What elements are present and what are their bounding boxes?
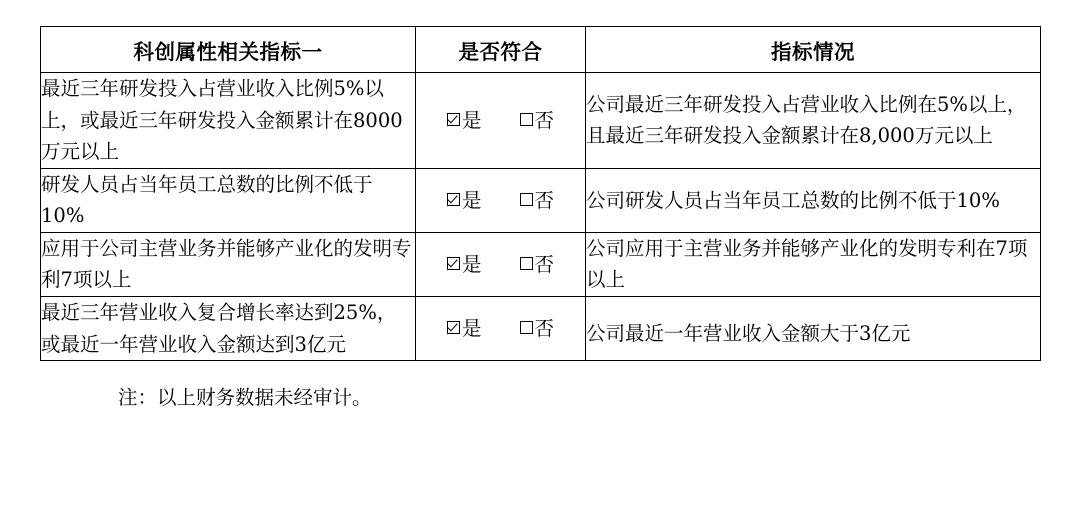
checkbox-yes[interactable]	[447, 186, 482, 215]
checkbox-yes-label: 是	[461, 188, 482, 212]
checkbox-no[interactable]	[520, 314, 555, 343]
checkbox-checked-icon[interactable]	[447, 113, 460, 126]
checkbox-checked-icon[interactable]	[447, 257, 460, 270]
checkbox-yes-label: 是	[461, 108, 482, 132]
checkbox-empty-icon[interactable]	[520, 257, 533, 270]
indicator-cell: 研发人员占当年员工总数的比例不低于10%	[41, 168, 416, 232]
table-row	[41, 297, 1041, 361]
checkbox-group	[447, 314, 554, 343]
situation-cell: 公司最近一年营业收入金额大于3亿元	[586, 297, 1041, 361]
compliance-cell	[416, 297, 586, 361]
indicator-table	[40, 26, 1041, 361]
checkbox-no[interactable]	[520, 106, 555, 135]
checkbox-no-label: 否	[534, 252, 555, 276]
checkbox-yes-label: 是	[461, 252, 482, 276]
compliance-cell	[416, 73, 586, 169]
footnote: 注：以上财务数据未经审计。	[118, 386, 372, 410]
indicator-cell: 最近三年营业收入复合增长率达到25%，或最近一年营业收入金额达到3亿元	[41, 297, 416, 361]
checkbox-no-label: 否	[534, 317, 555, 340]
column-header-situation: 指标情况	[586, 27, 1041, 73]
checkbox-group	[447, 186, 554, 215]
checkbox-checked-icon[interactable]	[447, 321, 460, 334]
checkbox-no-label: 否	[534, 188, 555, 212]
checkbox-group	[447, 250, 554, 279]
table-row	[41, 232, 1041, 296]
checkbox-empty-icon[interactable]	[520, 321, 533, 334]
checkbox-empty-icon[interactable]	[520, 193, 533, 206]
checkbox-group	[447, 106, 554, 135]
table-body	[41, 73, 1041, 361]
situation-cell: 公司最近三年研发投入占营业收入比例在5%以上，且最近三年研发投入金额累计在8,000万元以上	[586, 73, 1041, 169]
checkbox-empty-icon[interactable]	[520, 113, 533, 126]
indicator-cell: 最近三年研发投入占营业收入比例5%以上，或最近三年研发投入金额累计在8000万元以上	[41, 73, 416, 169]
checkbox-no[interactable]	[520, 186, 555, 215]
checkbox-yes[interactable]	[447, 314, 482, 343]
checkbox-no[interactable]	[520, 250, 555, 279]
compliance-cell	[416, 168, 586, 232]
column-header-indicator: 科创属性相关指标一	[41, 27, 416, 73]
checkbox-yes[interactable]	[447, 250, 482, 279]
table-row	[41, 168, 1041, 232]
table-header	[41, 27, 1041, 73]
checkbox-no-label: 否	[534, 108, 555, 132]
column-header-compliance: 是否符合	[416, 27, 586, 73]
indicator-cell: 应用于公司主营业务并能够产业化的发明专利7项以上	[41, 232, 416, 296]
checkbox-checked-icon[interactable]	[447, 193, 460, 206]
table-row	[41, 73, 1041, 169]
compliance-cell	[416, 232, 586, 296]
checkbox-yes[interactable]	[447, 106, 482, 135]
situation-cell: 公司应用于主营业务并能够产业化的发明专利在7项以上	[586, 232, 1041, 296]
table-header-row	[41, 27, 1041, 73]
checkbox-yes-label: 是	[461, 317, 482, 340]
situation-cell: 公司研发人员占当年员工总数的比例不低于10%	[586, 168, 1041, 232]
